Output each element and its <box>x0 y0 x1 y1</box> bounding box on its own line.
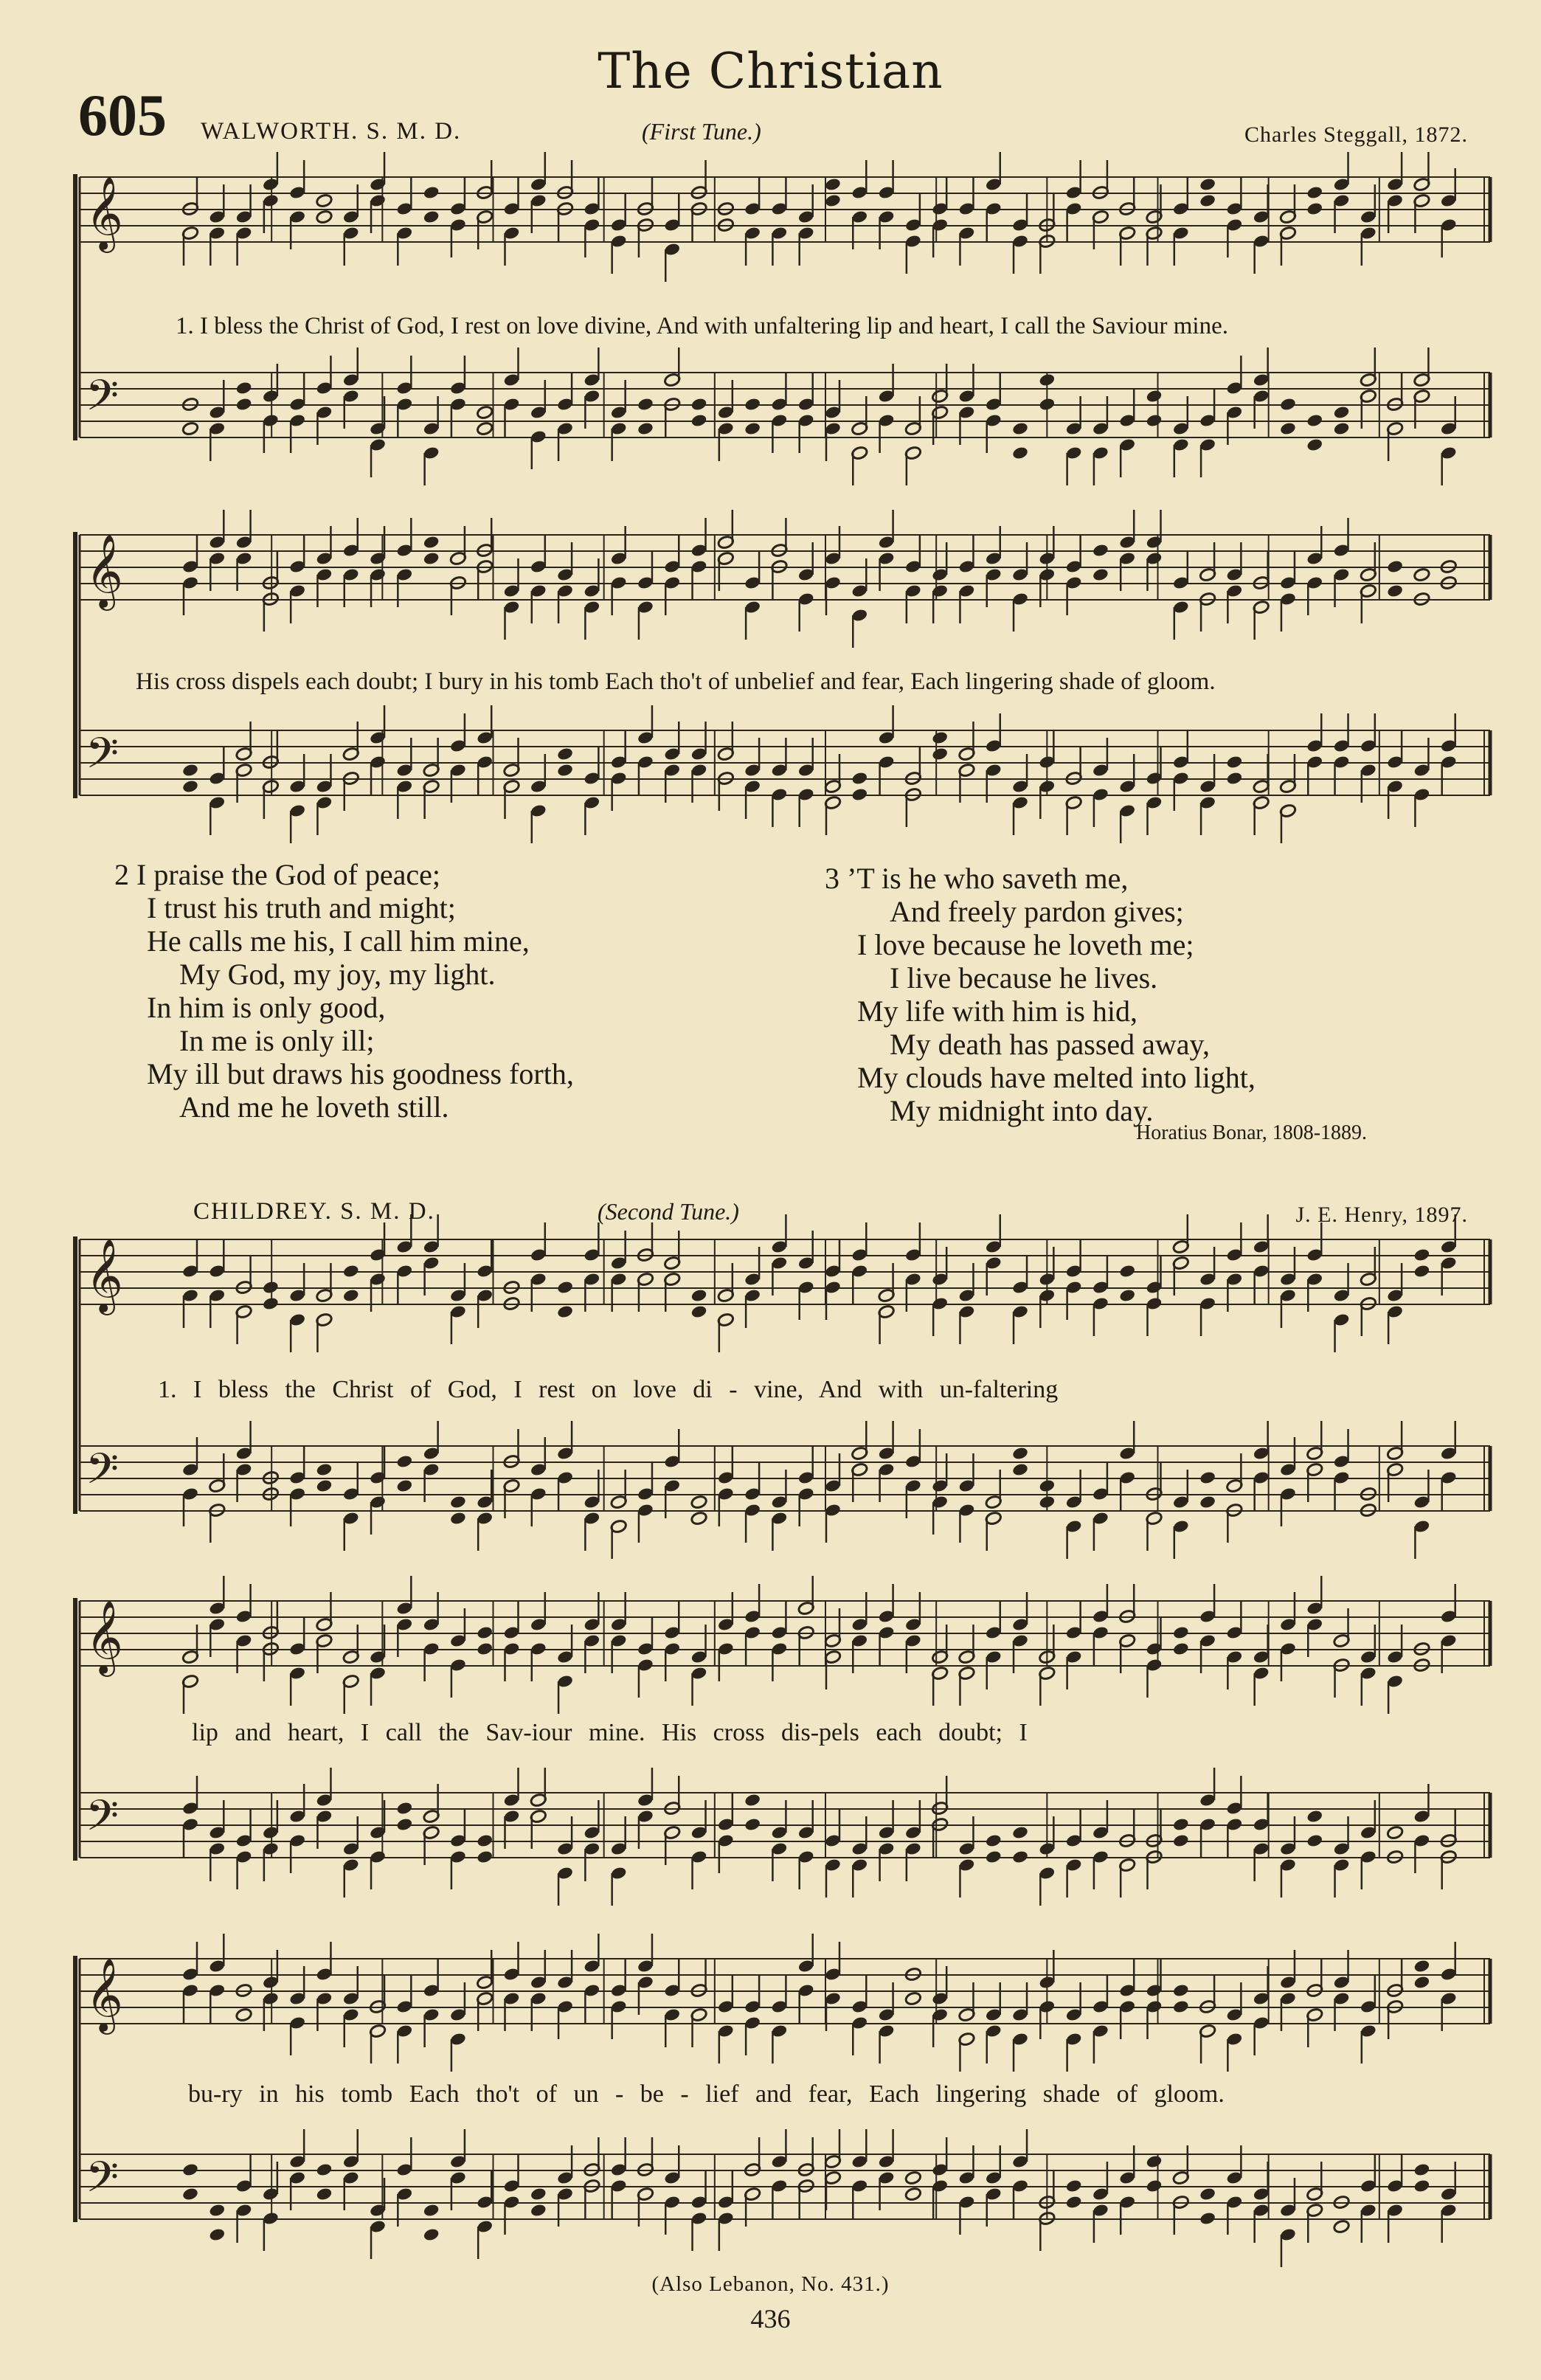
first-tune-lyrics-line1: 1. I bless the Christ of God, I rest on love divine, And with unfaltering lip and heart, I call the Saviour mine. <box>176 313 1228 339</box>
second-tune-lyrics-line3: bu-ry in his tomb Each tho't of un - be - lief and fear, Each lingering shade of gloom. <box>188 2080 1225 2108</box>
verse-line: In him is only good, <box>147 991 386 1024</box>
verse-3 <box>825 862 1256 1127</box>
svg-text:𝄢: 𝄢 <box>86 1444 120 1504</box>
verse-line: I trust his truth and might; <box>147 891 456 924</box>
also-tune-note: (Also Lebanon, No. 431.) <box>651 2272 890 2296</box>
first-tune-note: (First Tune.) <box>642 118 761 145</box>
verse-line: I praise the God of peace; <box>136 858 441 891</box>
svg-text:𝄢: 𝄢 <box>86 370 120 431</box>
verse-line: My life with him is hid, <box>857 994 1137 1028</box>
second-tune-composer: J. E. Henry, 1897. <box>1295 1203 1468 1227</box>
verse-line: And me he loveth still. <box>179 1090 449 1124</box>
second-tune-lyrics-line1: 1. I bless the Christ of God, I rest on love di - vine, And with un-faltering <box>158 1376 1059 1403</box>
verse-line: In me is only ill; <box>179 1024 375 1057</box>
svg-text:𝄞: 𝄞 <box>86 1239 123 1312</box>
hymn-author: Horatius Bonar, 1808-1889. <box>1136 1121 1368 1144</box>
verse-line: I live because he lives. <box>890 961 1158 994</box>
page-heading: The Christian <box>598 43 943 100</box>
first-tune-lyrics-line2: His cross dispels each doubt; I bury in his tomb Each tho't of unbelief and fear, Each lingering shade of gloom. <box>136 668 1216 695</box>
verse-3-number: 3 <box>825 862 839 895</box>
svg-text:𝄞: 𝄞 <box>86 176 123 250</box>
first-tune-composer: Charles Steggall, 1872. <box>1244 122 1468 147</box>
hymn-number: 605 <box>78 83 167 148</box>
verse-line: ’T is he who saveth me, <box>847 862 1129 895</box>
svg-text:𝄢: 𝄢 <box>86 2152 120 2213</box>
svg-text:𝄢: 𝄢 <box>86 1791 120 1851</box>
verse-line: He calls me his, I call him mine, <box>147 924 530 958</box>
verse-line: My death has passed away, <box>890 1028 1210 1061</box>
page-number: 436 <box>750 2304 791 2334</box>
verse-line: My God, my joy, my light. <box>179 958 496 991</box>
verse-line: My ill but draws his goodness forth, <box>147 1057 574 1090</box>
first-tune-name: WALWORTH. S. M. D. <box>201 118 462 145</box>
verse-2-number: 2 <box>114 858 129 891</box>
verse-line: And freely pardon gives; <box>890 895 1184 928</box>
second-tune-note: (Second Tune.) <box>598 1198 739 1225</box>
verse-line: My clouds have melted into light, <box>857 1061 1256 1094</box>
verse-line: I love because he loveth me; <box>857 928 1194 961</box>
second-tune-name: CHILDREY. S. M. D. <box>193 1198 435 1225</box>
second-tune-lyrics-line2: lip and heart, I call the Sav-iour mine. His cross dis-pels each doubt; I <box>192 1719 1028 1746</box>
svg-text:𝄞: 𝄞 <box>86 1600 123 1674</box>
svg-text:𝄞: 𝄞 <box>86 1958 123 2032</box>
svg-text:𝄞: 𝄞 <box>86 534 123 608</box>
verse-2 <box>114 858 574 1124</box>
svg-text:𝄢: 𝄢 <box>86 728 120 789</box>
verse-line: My midnight into day. <box>890 1094 1154 1127</box>
